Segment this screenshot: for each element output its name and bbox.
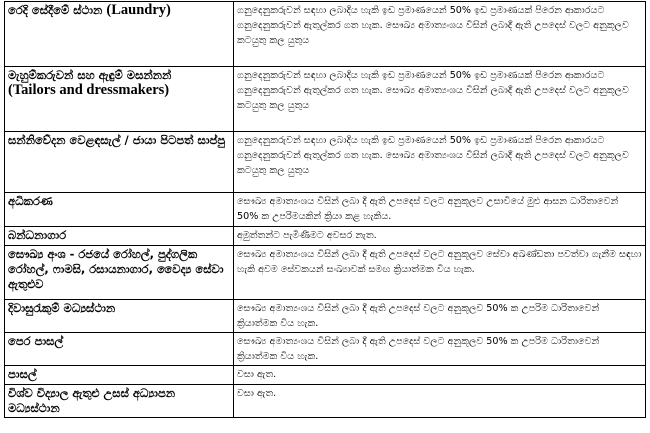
table-row [5, 67, 646, 132]
guideline-cell [234, 2, 646, 67]
guideline-cell [234, 67, 646, 132]
guideline-cell [234, 193, 646, 227]
guideline-cell [234, 300, 646, 333]
category-cell [5, 227, 234, 246]
category-cell [5, 366, 234, 385]
guideline-text: සෞඛ්‍ය අමාත්‍යංශය විසින් ලබා දී ඇති උපදෙස් වලට අනුකූලව සේවා අඛණ්ඩතා පවත්වා ගැනීම සඳහා හැකි අවම සේවකයන් සංඛ්‍යාවක් සමඟ ක්‍රියාත්මක විය හැක. [237, 249, 642, 275]
category-label-english: (Laundry) [106, 2, 171, 18]
category-cell [5, 67, 234, 132]
guideline-text: ගනුදෙනුකරුවන් සඳහා ලබාදිය හැකි ඉඩ ප්‍රමාණයෙන් 50% ඉඩ ප්‍රමාණයක් පිරෙන ආකාරයට ගනුදෙනුකරුවන් ඇතුල්කර ගත හැක. සෞඛ්‍ය අමාත්‍යංශය විසින් ලබාදී ඇති උපදෙස් වලට අනුකූලව කටයුතු කල යුතුය [237, 135, 629, 176]
category-label-english: (Tailors and dressmakers) [8, 82, 170, 98]
category-label: පෙර පාසල් [8, 334, 64, 348]
table-row [5, 2, 646, 67]
category-label: රෙදි සේදීමේ ස්ථාන [8, 3, 103, 17]
table-row [5, 227, 646, 246]
category-label: දිවාසුරැකුම් මධ්‍යස්ථාන [8, 301, 116, 315]
table-row [5, 246, 646, 300]
category-cell [5, 333, 234, 366]
guideline-text: සෞඛ්‍ය අමාත්‍යංශය විසින් ලබා දී ඇති උපදෙස් වලට අනුකූලව 50% ක උපරිම ධාරිතාවෙන් ක්‍රියාත්මක විය හැක. [237, 336, 600, 362]
category-cell [5, 385, 234, 418]
category-cell [5, 246, 234, 300]
guideline-text: ගනුදෙනුකරුවන් සඳහා ලබාදිය හැකි ඉඩ ප්‍රමාණයෙන් 50% ඉඩ ප්‍රමාණයක් පිරෙන ආකාරයට ගනුදෙනුකරුවන් ඇතුල්කර ගත හැක. සෞඛ්‍ය අමාත්‍යංශය විසින් ලබාදී ඇති උපදෙස් වලට අනුකූලව කටයුතු කල යුතුය [237, 70, 629, 111]
guideline-text: සෞඛ්‍ය අමාත්‍යංශය විසින් ලබා දී ඇති උපදෙස් වලට අනුකූලව උසාවියේ මුළු ආසන ධාරිතාවෙන් 50% ක උපරිමයකින් ක්‍රියා කළ හැකිය. [237, 196, 619, 222]
guideline-text: අමුත්තන්ට පැමිණීමට අවසර නැත. [237, 230, 377, 241]
guideline-cell [234, 333, 646, 366]
category-label: සන්නිවේදන වෙළඳසැල් / ජායා පිටපත් සාප්පු [8, 133, 226, 147]
category-label: අධිකරණ [8, 194, 53, 208]
guideline-text: වසා ඇත. [237, 369, 277, 380]
table-row [5, 366, 646, 385]
category-label: සෞඛ්‍ය අංශ - රජයේ රෝහල්, පුද්ගලික රෝහල්, ෆාමසි, රසායනාගාර, වෛද්‍ය සේවා ඇතුළුව [8, 247, 224, 291]
table-row [5, 333, 646, 366]
guideline-text: සෞඛ්‍ය අමාත්‍යංශය විසින් ලබා දී ඇති උපදෙස් වලට අනුකූලව 50% ක උපරිම ධාරිතාවෙන් ක්‍රියාත්මක විය හැක. [237, 303, 600, 329]
guideline-cell [234, 227, 646, 246]
guideline-cell [234, 246, 646, 300]
category-cell [5, 132, 234, 193]
table-row [5, 385, 646, 418]
category-label: විශ්ව විද්‍යාල ඇතුළු උසස් අධ්‍යාපන මධ්‍යස්ථාන [8, 386, 176, 415]
guideline-cell [234, 385, 646, 418]
guideline-cell [234, 366, 646, 385]
table-row [5, 132, 646, 193]
category-cell [5, 300, 234, 333]
guidelines-table [4, 1, 646, 418]
category-label: බන්ධනාගාර [8, 228, 67, 242]
guideline-text: වසා ඇත. [237, 388, 277, 399]
table-row [5, 193, 646, 227]
category-cell [5, 193, 234, 227]
category-cell [5, 2, 234, 67]
guideline-cell [234, 132, 646, 193]
category-label: පාසල් [8, 367, 37, 381]
category-label: මැහුම්කරුවන් සහ ඇඳුම් මසන්නන් [8, 68, 172, 82]
guideline-text: ගනුදෙනුකරුවන් සඳහා ලබාදිය හැකි ඉඩ ප්‍රමාණයෙන් 50% ඉඩ ප්‍රමාණයක් පිරෙන ආකාරයට ගනුදෙනුකරුවන් ඇතුල්කර ගත හැක. සෞඛ්‍ය අමාත්‍යංශය විසින් ලබාදී ඇති උපදෙස් වලට අනුකූලව කටයුතු කල යුතුය [237, 5, 629, 46]
table-row [5, 300, 646, 333]
